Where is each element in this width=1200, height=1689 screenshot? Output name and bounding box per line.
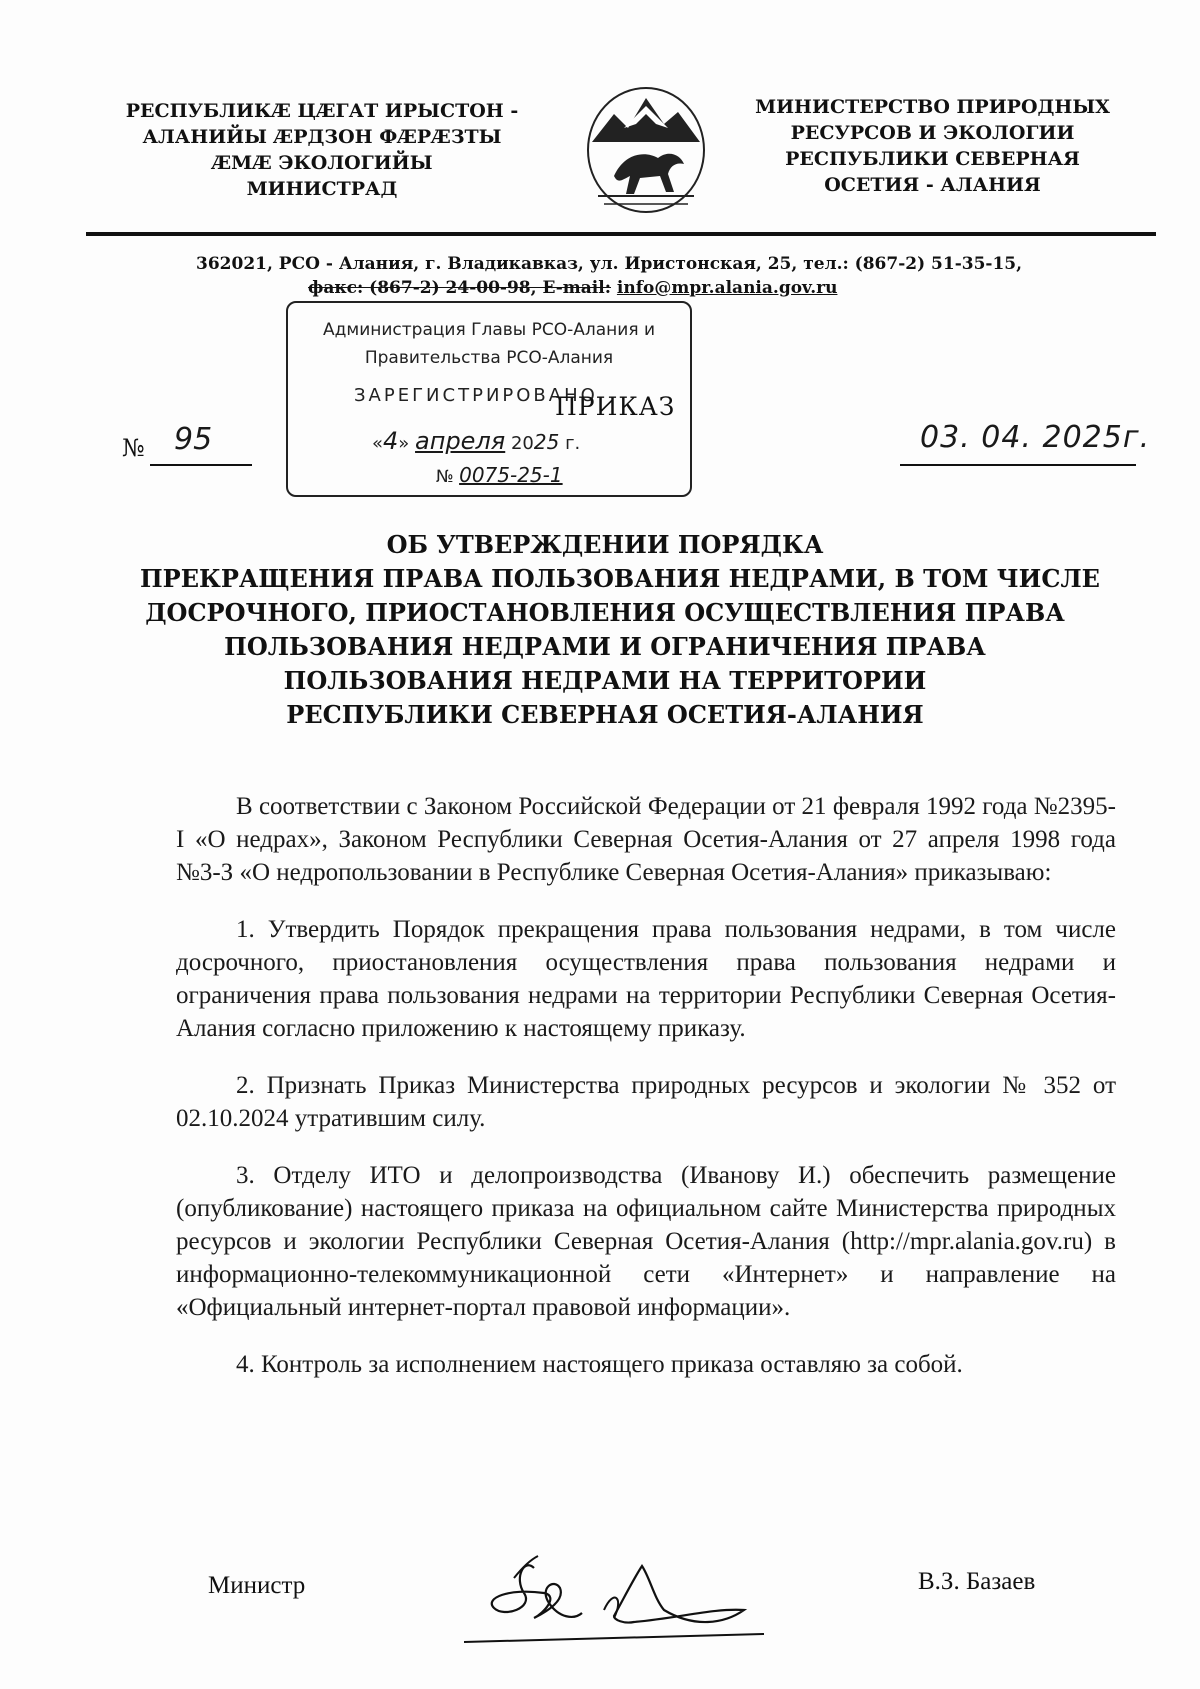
- stamp-year-suffix: г.: [565, 433, 581, 454]
- stamp-authority-line: Администрация Главы РСО-Алания и: [322, 320, 655, 340]
- header-left-line: РЕСПУБЛИКÆ ЦÆГАТ ИРЫСТОН -: [125, 100, 519, 122]
- stamp-number-value: 0075-25-1: [459, 463, 563, 487]
- stamp-date: [372, 427, 580, 455]
- header-ministry-name: [740, 94, 1125, 198]
- order-number-label: №: [122, 434, 145, 462]
- title-line: ПОЛЬЗОВАНИЯ НЕДРАМИ И ОГРАНИЧЕНИЯ ПРАВА: [224, 632, 986, 661]
- stamp-number: [436, 463, 563, 487]
- order-number-underline: [150, 464, 252, 466]
- stamp-registered-label: ЗАРЕГИСТРИРОВАНО: [354, 385, 598, 406]
- stamp-date-month: апреля: [415, 427, 506, 455]
- stamp-date-day: 4: [383, 427, 399, 455]
- contact-address: [196, 252, 1096, 300]
- document-body: [176, 790, 1116, 1405]
- header-left-line: АЛАНИЙЫ ÆРДЗОН ФÆРÆЗТЫ: [142, 126, 502, 148]
- order-date-underline: [900, 464, 1136, 466]
- email-link[interactable]: info@mpr.alania.gov.ru: [616, 278, 838, 298]
- document-title: [140, 528, 1100, 732]
- order-item-2: 2. Признать Приказ Министерства природных ресурсов и экологии № 352 от 02.10.2024 утратившим силу.: [176, 1072, 1116, 1132]
- intro-paragraph: В соответствии с Законом Российской Федерации от 21 февраля 1992 года №2395-I «О недрах», Законом Республики Северная Осетия-Алания от 27 апреля 1998 года №3-З «О недропользовании в Республике Северная Осетия-Алания» приказываю:: [176, 793, 1116, 886]
- address-line: 362021, РСО - Алания, г. Владикавказ, ул. Иристонская, 25, тел.: (867-2) 51-35-15,: [196, 254, 1023, 274]
- order-number: [122, 422, 252, 468]
- title-line: ПРЕКРАЩЕНИЯ ПРАВА ПОЛЬЗОВАНИЯ НЕДРАМИ, В ТОМ ЧИСЛЕ: [140, 564, 1100, 593]
- coat-of-arms-emblem: [584, 84, 708, 216]
- stamp-date-open: «: [372, 433, 384, 454]
- header-divider: [86, 232, 1156, 236]
- signature-block: [0, 1538, 1200, 1628]
- stamp-authority-line: Правительства РСО-Алания: [364, 348, 614, 368]
- header-ossetian-name: [112, 98, 532, 202]
- title-line: ДОСРОЧНОГО, ПРИОСТАНОВЛЕНИЯ ОСУЩЕСТВЛЕНИЯ ПРАВА: [145, 598, 1065, 627]
- header-right-line: ОСЕТИЯ - АЛАНИЯ: [824, 174, 1041, 196]
- stamp-year-prefix: 20: [510, 433, 534, 454]
- header-right-line: РЕСПУБЛИКИ СЕВЕРНАЯ: [785, 148, 1080, 170]
- order-item-1: 1. Утвердить Порядок прекращения права пользования недрами, в том числе досрочного, приостановления осуществления права пользования недрами и ограничения права пользования недрами на территории Республики Северная Осетия-Алания согласно приложению к настоящему приказу.: [176, 916, 1116, 1042]
- title-line: ПОЛЬЗОВАНИЯ НЕДРАМИ НА ТЕРРИТОРИИ: [283, 666, 927, 695]
- header-left-line: МИНИСТРАД: [246, 178, 398, 200]
- order-date: [900, 420, 1151, 470]
- order-item-3: 3. Отделу ИТО и делопроизводства (Иванову И.) обеспечить размещение (опубликование) настоящего приказа на официальном сайте Министерства природных ресурсов и экологии Республики Северная Осетия-Алания (http://mpr.alania.gov.ru) в информационно-телекоммуникационной сети «Интернет» и направление на «Официальный интернет-портал правовой информации».: [176, 1162, 1116, 1321]
- header-left-line: ÆМÆ ЭКОЛОГИЙЫ: [211, 152, 433, 174]
- header-right-line: РЕСУРСОВ И ЭКОЛОГИИ: [790, 122, 1075, 144]
- stamp-number-label: №: [436, 467, 454, 487]
- title-line: РЕСПУБЛИКИ СЕВЕРНАЯ ОСЕТИЯ-АЛАНИЯ: [286, 700, 924, 729]
- stamp-year: 25: [533, 430, 560, 454]
- title-line: ОБ УТВЕРЖДЕНИИ ПОРЯДКА: [386, 530, 824, 559]
- order-heading: ПРИКАЗ: [555, 392, 676, 421]
- order-number-value: 95: [174, 422, 213, 457]
- handwritten-signature: [464, 1538, 804, 1658]
- header-right-line: МИНИСТЕРСТВО ПРИРОДНЫХ: [755, 96, 1110, 118]
- order-date-value: 03. 04. 2025г.: [920, 420, 1151, 455]
- fax-text: факс: (867-2) 24-00-98, E-mail:: [308, 278, 611, 298]
- address-fax-line: [196, 276, 1096, 300]
- signatory-title: Министр: [208, 1572, 306, 1599]
- signatory-name: В.З. Базаев: [918, 1568, 1036, 1595]
- order-item-4: 4. Контроль за исполнением настоящего приказа оставляю за собой.: [236, 1351, 963, 1378]
- stamp-date-close: »: [398, 433, 410, 454]
